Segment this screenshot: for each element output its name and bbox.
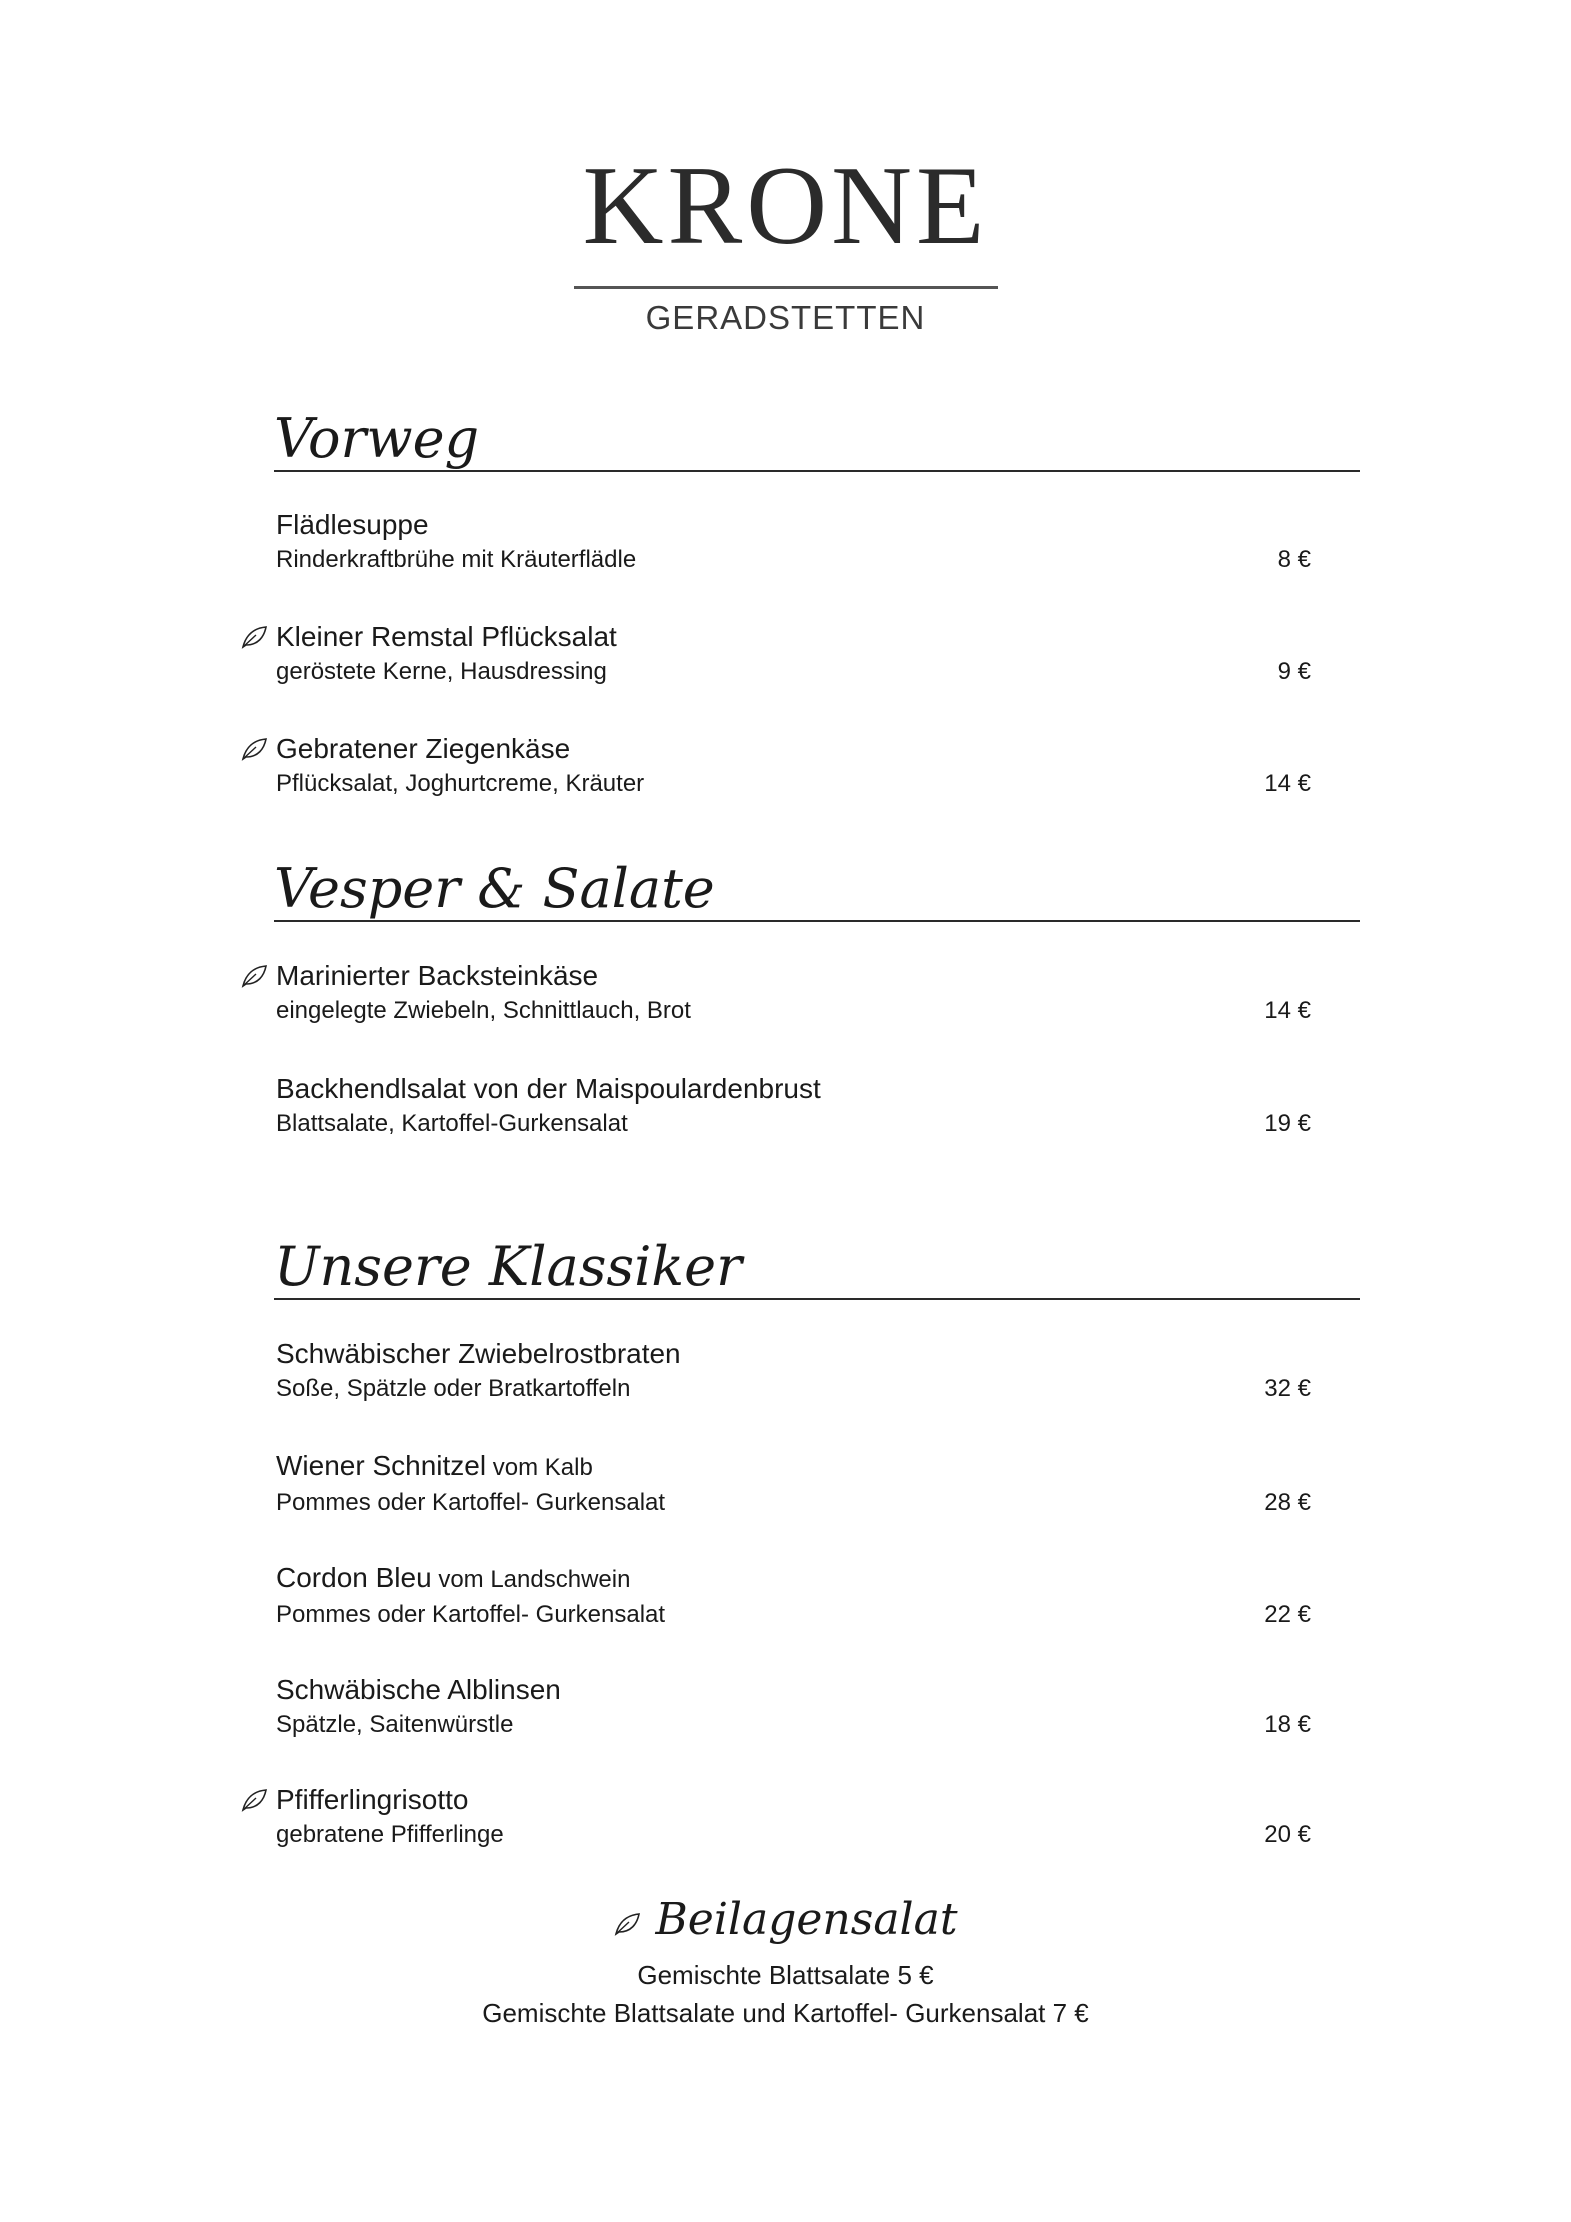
item-price: 18 € xyxy=(1264,1711,1311,1738)
side-title: Beilagensalat xyxy=(655,1894,958,1945)
item-description: eingelegte Zwiebeln, Schnittlauch, Brot xyxy=(276,997,691,1024)
item-name-main: Cordon Bleu xyxy=(276,1562,432,1593)
item-description: Spätzle, Saitenwürstle xyxy=(276,1711,514,1738)
section-divider xyxy=(274,470,1360,472)
item-name: Kleiner Remstal Pflücksalat xyxy=(276,621,617,652)
item-price: 22 € xyxy=(1264,1601,1311,1628)
logo xyxy=(0,144,1571,336)
item-name-suffix: vom Landschwein xyxy=(431,1566,631,1593)
menu-item-fladlesuppe xyxy=(276,507,1311,577)
item-name-main: Wiener Schnitzel xyxy=(276,1450,487,1481)
item-price: 14 € xyxy=(1264,770,1311,797)
menu-item-backhendlsalat xyxy=(276,1071,1311,1141)
item-description: Soße, Spätzle oder Bratkartoffeln xyxy=(276,1375,631,1402)
item-name: Backhendlsalat von der Maispoulardenbrust xyxy=(276,1073,821,1104)
item-description: geröstete Kerne, Hausdressing xyxy=(276,658,607,685)
section-header-vesper xyxy=(274,850,1360,922)
menu-item-cordon-bleu xyxy=(276,1560,1311,1632)
item-name: Schwäbischer Zwiebelrostbraten xyxy=(276,1338,681,1369)
item-name: Pfifferlingrisotto xyxy=(276,1784,469,1815)
logo-title: KRONE xyxy=(582,144,989,268)
item-price: 32 € xyxy=(1264,1375,1311,1402)
section-divider xyxy=(274,1298,1360,1300)
item-price: 28 € xyxy=(1264,1489,1311,1516)
menu-item-alblinsen xyxy=(276,1672,1311,1742)
item-name: Schwäbische Alblinsen xyxy=(276,1674,561,1705)
item-description: Rinderkraftbrühe mit Kräuterflädle xyxy=(276,546,637,573)
menu-item-backsteinkase xyxy=(276,958,1311,1028)
item-name: Gebratener Ziegenkäse xyxy=(276,733,571,764)
leaf-icon xyxy=(240,1788,268,1812)
leaf-icon xyxy=(240,964,268,988)
item-name-suffix: vom Kalb xyxy=(486,1454,593,1481)
item-price: 8 € xyxy=(1277,546,1311,573)
item-price: 19 € xyxy=(1264,1110,1311,1137)
side-salad-block xyxy=(0,1890,1571,2032)
logo-subtitle: GERADSTETTEN xyxy=(645,299,926,336)
item-price: 9 € xyxy=(1277,658,1311,685)
section-title-klassiker: Unsere Klassiker xyxy=(274,1235,742,1298)
section-title-vesper: Vesper & Salate xyxy=(274,857,715,920)
section-title-vorweg: Vorweg xyxy=(274,407,480,470)
side-title-row xyxy=(0,1890,1571,1950)
side-line: Gemischte Blattsalate und Kartoffel- Gurkensalat 7 € xyxy=(482,1998,1089,2028)
item-name xyxy=(276,1560,1311,1598)
menu-item-pflucksalat xyxy=(276,619,1311,689)
menu-item-ziegenkase xyxy=(276,731,1311,801)
item-description: Blattsalate, Kartoffel-Gurkensalat xyxy=(276,1110,628,1137)
side-line: Gemischte Blattsalate 5 € xyxy=(637,1960,934,1990)
item-description: Pflücksalat, Joghurtcreme, Kräuter xyxy=(276,770,645,797)
logo-divider xyxy=(574,286,998,289)
item-price: 14 € xyxy=(1264,997,1311,1024)
item-name: Flädlesuppe xyxy=(276,509,429,540)
section-divider xyxy=(274,920,1360,922)
leaf-icon xyxy=(613,1912,641,1936)
leaf-icon xyxy=(240,737,268,761)
section-header-vorweg xyxy=(274,400,1360,472)
menu-item-zwiebelrostbraten xyxy=(276,1336,1311,1406)
section-header-klassiker xyxy=(274,1228,1360,1300)
menu-item-wiener-schnitzel xyxy=(276,1448,1311,1520)
item-description: Pommes oder Kartoffel- Gurkensalat xyxy=(276,1601,666,1628)
item-name xyxy=(276,1448,1311,1486)
item-description: gebratene Pfifferlinge xyxy=(276,1821,504,1848)
item-description: Pommes oder Kartoffel- Gurkensalat xyxy=(276,1489,666,1516)
menu-item-pfifferlingrisotto xyxy=(276,1782,1311,1852)
item-name: Marinierter Backsteinkäse xyxy=(276,960,599,991)
item-price: 20 € xyxy=(1264,1821,1311,1848)
leaf-icon xyxy=(240,625,268,649)
